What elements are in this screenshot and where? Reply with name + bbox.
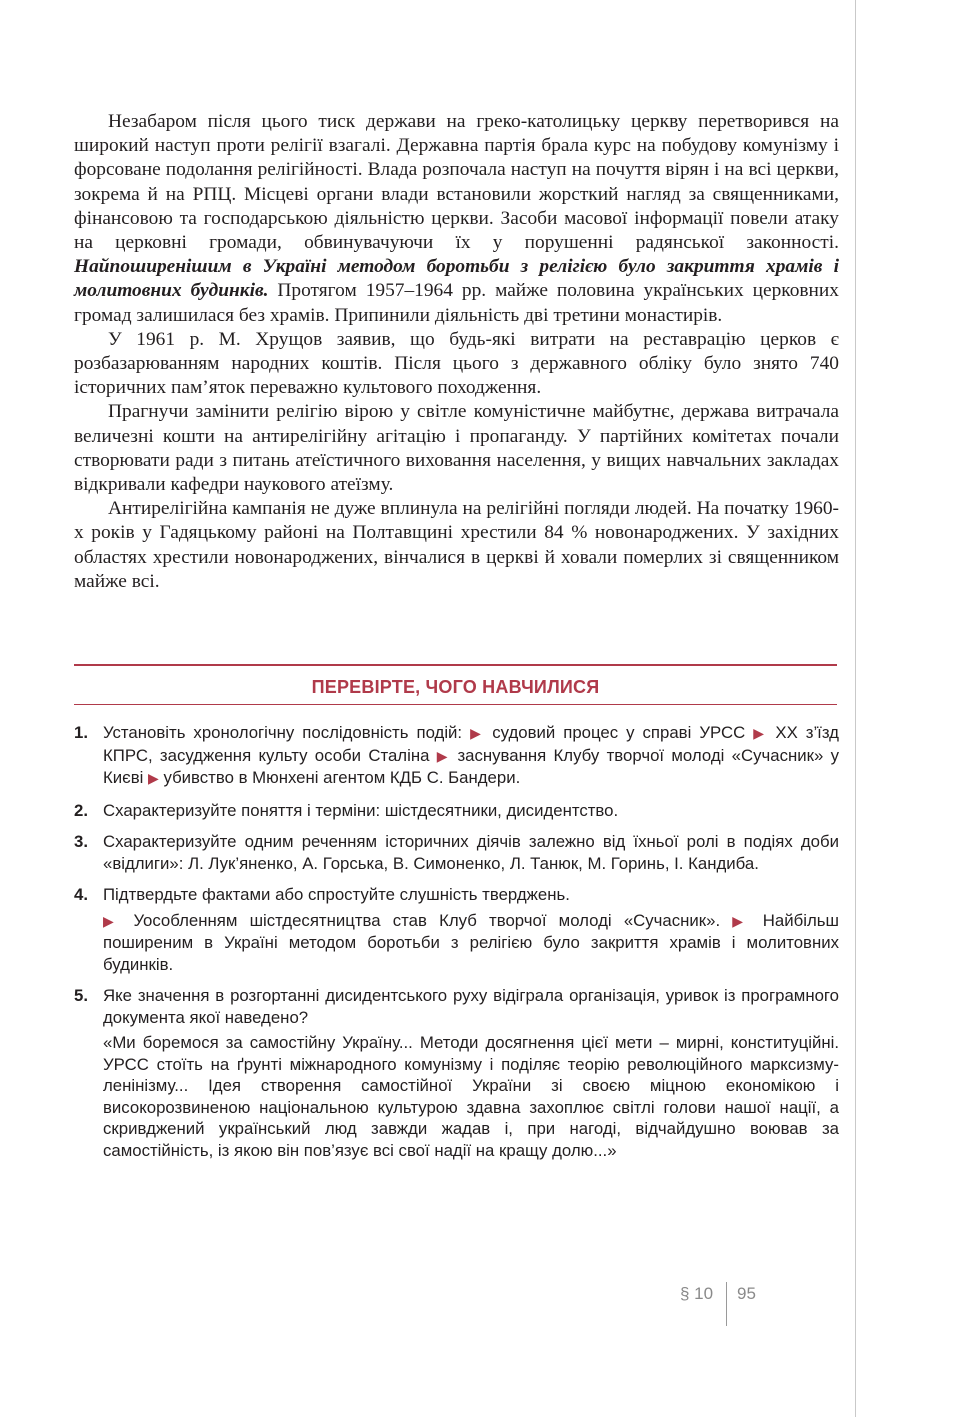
question-4: 4. Підтвердьте фактами або спростуйте слушність тверджень. ▶ Уособленням шістдесятництва став Клуб творчої молоді «Сучасник». ▶ Найбільш поширеним в Україні методом боротьби з релігією було закриття храмів і молитовних будинків. [74,885,839,974]
question-3: 3. Схарактеризуйте одним реченням історичних діячів залежно від їхньої ролі в подіях доби «відлиги»: Л. Лук’яненко, А. Горська, В. Симоненко, Л. Танюк, М. Горинь, І. Кандиба. [74,832,839,873]
triangle-right-icon: ▶ [103,912,122,929]
paragraph-1: Незабаром після цього тиск держави на греко-католицьку церкву перетворився на широкий наступ проти релігії взагалі. Державна партія брала курс на побудову комунізму і форсоване подолання релігійності. Влада розпочала наступ на почуття вірян і на всі церкви, зокрема й на РПЦ. Місцеві органи влади встановили жорсткий нагляд за священниками, фінансовою та господарською діяльністю церкви. Засоби масової інформації повели атаку на церковні громади, обвинувачуючи їх у порушенні радянської законності. Найпоширенішим в Україні методом боротьби з релігією було закриття храмів і молитовних будинків. Протягом 1957–1964 рр. майже половина українських церковних громад залишилася без храмів. Припинили діяльність дві третини монастирів. [74,111,839,326]
question-number: 2. [74,800,88,820]
paragraph-4: Антирелігійна кампанія не дуже вплинула на релігійні погляди людей. На початку 1960-х років у Гадяцькому районі на Полтавщині хрестили 84 % новонароджених. У західних областях хрестили новонароджених, вінчалися в церкві й ховали померлих зі священником майже всі. [74,498,839,592]
triangle-right-icon: ▶ [436,747,451,764]
question-2: 2. Схарактеризуйте поняття і терміни: шістдесятники, дисидентство. [74,800,619,820]
emphasis-text: Найпоширенішим в Україні методом боротьби з релігією було закриття храмів і молитовних будинків. [74,256,839,302]
question-number: 4. [74,885,88,904]
question-1: 1. Установіть хронологічну послідовність подій: ▶ судовий процес у справі УРСС ▶ XX з’їзд КПРС, засудження культу особи Сталіна ▶ заснування Клубу творчої молоді «Сучасник» у Києві ▶ убивство в Мюнхені агентом КДБ С. Бандери. [74,723,839,787]
question-number: 3. [74,832,88,851]
questions-list [74,722,839,1171]
triangle-right-icon: ▶ [732,912,751,929]
triangle-right-icon: ▶ [753,725,768,741]
section-rule-top [74,664,837,666]
section-number: § 10 [680,1284,714,1303]
triangle-right-icon: ▶ [148,770,159,786]
document-quote: «Ми боремося за самостійну Україну... Методи досягнення цієї мети – мирні, конституційні. УРСС стоїть на ґрунті міжнародного комунізму і поділяє теорію революційного марксизму-ленінізму... Ідея створення самостійної України зі своєю міцною економікою і високорозвиненою національною культурою здавна захоплює світлі голови нашої нації, а скривджений український люд завжди жадав і, при нагоді, відчайдушно воював за самостійність, із якою він пов’язує всі свої надії на кращу долю...» [103,1033,839,1160]
question-number: 1. [74,723,88,742]
paragraph-2: У 1961 р. М. Хрущов заявив, що будь-які витрати на реставрацію церков є розбазарюванням народних коштів. Після цього з державного обліку було знято 740 історичних пам’яток переважно культового походження. [74,328,839,399]
page-edge-line [855,0,856,1417]
section-title: ПЕРЕВІРТЕ, ЧОГО НАВЧИЛИСЯ [311,677,600,697]
question-5: 5. Яке значення в розгортанні дисидентського руху відіграла організація, уривок із програмного документа якої наведено? «Ми боремося за самостійну Україну... Методи досягнення цієї мети – мирні, конституційні. УРСС стоїть на ґрунті міжнародного комунізму і поділяє теорію революційного марксизму-ленінізму... Ідея створення самостійної України зі своєю міцною економікою і високорозвиненою національною культурою здавна захоплює світлі голови нашої нації, а скривджений український люд завжди жадав і, при нагоді, відчайдушно воював за самостійність, із якою він пов’язує всі свої надії на кращу долю...» [74,986,839,1160]
footer-divider [726,1282,727,1326]
main-text [74,110,839,594]
section-rule-bottom [74,704,837,705]
question-number: 5. [74,986,88,1005]
paragraph-3: Прагнучи замінити релігію вірою у світле комуністичне майбутнє, держава витрачала величезні кошти на антирелігійну агітацію і пропаганду. У партійних комітетах почали створювати ради з питань атеїстичного виховання населення, у вищих навчальних закладах відкривали кафедри наукового атеїзму. [74,401,839,496]
page-number: 95 [737,1284,756,1303]
triangle-right-icon: ▶ [470,725,485,741]
